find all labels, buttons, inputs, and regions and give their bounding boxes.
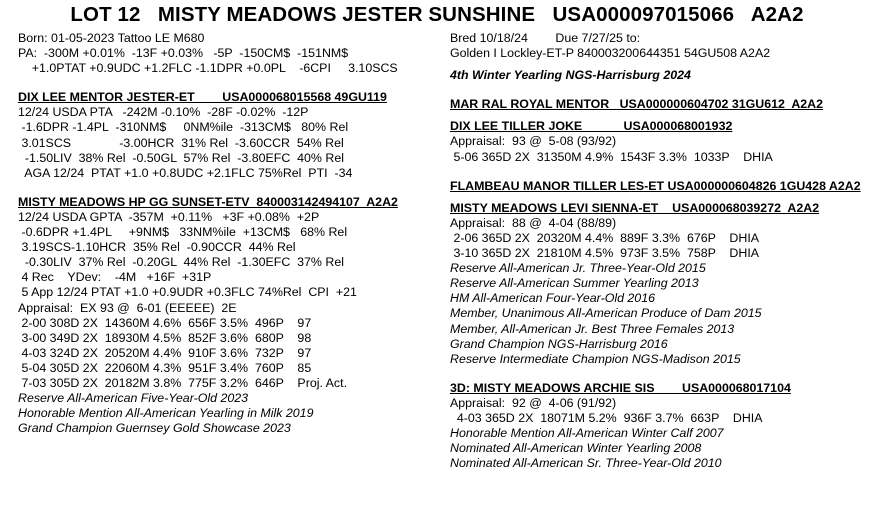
sire-line: -1.6DPR -1.4PL -310NM$ 0NM%ile -313CM$ 80% Rel xyxy=(18,120,349,135)
pa-line: PA: -300M +0.01% -13F +0.03% -5P -150CM$ -151NM$ xyxy=(18,46,349,61)
lot-title: LOT 12 MISTY MEADOWS JESTER SUNSHINE USA000097015066 A2A2 xyxy=(70,3,804,26)
right-column xyxy=(450,31,870,471)
dam-honor: Grand Champion Guernsey Gold Showcase 2023 xyxy=(18,421,291,436)
dam-line: -0.30LIV 37% Rel -0.20GL 44% Rel -1.30EFC 37% Rel xyxy=(18,255,344,270)
second-dam-honor: Member, All-American Jr. Best Three Females 2013 xyxy=(450,321,735,336)
birth-info: Born: 01-05-2023 Tattoo LE M680 xyxy=(18,31,205,45)
third-sire: FLAMBEAU MANOR TILLER LES-ET USA000000604826 1GU428 A2A2 xyxy=(450,178,861,193)
show-note: 4th Winter Yearling NGS-Harrisburg 2024 xyxy=(450,68,691,83)
pa-line-2: +1.0PTAT +0.9UDC +1.2FLC -1.1DPR +0.0PL -6CPI 3.10SCS xyxy=(18,61,398,76)
third-dam-line: Appraisal: 92 @ 4-06 (91/92) xyxy=(450,395,617,410)
dam-line: Appraisal: EX 93 @ 6-01 (EEEEE) 2E xyxy=(18,300,237,315)
dam-line: 5 App 12/24 PTAT +1.0 +0.9UDR +0.3FLC 74%Rel CPI +21 xyxy=(18,285,357,300)
dam-honor: Honorable Mention All-American Yearling in Milk 2019 xyxy=(18,406,314,421)
dam-record: 2-00 308D 2X 14360M 4.6% 656F 3.5% 496P 97 xyxy=(18,315,312,330)
dam-record: 7-03 305D 2X 20182M 3.8% 775F 3.2% 646P Proj. Act. xyxy=(18,375,348,390)
granddam-name: DIX LEE TILLER JOKE USA000068001932 xyxy=(450,119,733,134)
sire-line: -1.50LIV 38% Rel -0.50GL 57% Rel -3.80EFC 40% Rel xyxy=(18,150,344,165)
dam-line: -0.6DPR +1.4PL +9NM$ 33NM%ile +13CM$ 68% Rel xyxy=(18,225,348,240)
dam-line: 4 Rec YDev: -4M +16F +31P xyxy=(18,270,212,285)
second-dam-line: 3-10 365D 2X 21810M 4.5% 973F 3.5% 758P DHIA xyxy=(450,246,760,261)
sire-line: 12/24 USDA PTA -242M -0.10% -28F -0.02% -12P xyxy=(18,105,309,120)
second-dam-honor: Reserve Intermediate Champion NGS-Madison 2015 xyxy=(450,351,741,366)
bred-to: Golden I Lockley-ET-P 840003200644351 54GU508 A2A2 xyxy=(450,46,771,61)
dam-line: 3.19SCS-1.10HCR 35% Rel -0.90CCR 44% Rel xyxy=(18,240,296,255)
second-dam-honor: Reserve All-American Jr. Three-Year-Old 2015 xyxy=(450,261,706,276)
dam-record: 4-03 324D 2X 20520M 4.4% 910F 3.6% 732P 97 xyxy=(18,345,312,360)
dam-line: 12/24 USDA GPTA -357M +0.11% +3F +0.08% +2P xyxy=(18,209,320,224)
second-dam-honor: Reserve All-American Summer Yearling 2013 xyxy=(450,276,699,291)
dam-honor: Reserve All-American Five-Year-Old 2023 xyxy=(18,391,249,406)
third-dam-honor: Honorable Mention All-American Winter Calf 2007 xyxy=(450,426,724,441)
third-dam-honor: Nominated All-American Sr. Three-Year-Old 2010 xyxy=(450,456,722,471)
dam-record: 5-04 305D 2X 22060M 4.3% 951F 3.4% 760P 85 xyxy=(18,360,312,375)
sire-of-dam: MAR RAL ROYAL MENTOR USA000000604702 31GU612 A2A2 xyxy=(450,97,824,112)
second-dam-name: MISTY MEADOWS LEVI SIENNA-ET USA000068039272 A2A2 xyxy=(450,200,820,215)
second-dam-line: 2-06 365D 2X 20320M 4.4% 889F 3.3% 676P DHIA xyxy=(450,230,760,245)
third-dam-line: 4-03 365D 2X 18071M 5.2% 936F 3.7% 663P DHIA xyxy=(450,410,763,425)
granddam-line: Appraisal: 93 @ 5-08 (93/92) xyxy=(450,134,617,149)
second-dam-honor: Grand Champion NGS-Harrisburg 2016 xyxy=(450,336,668,351)
granddam-line: 5-06 365D 2X 31350M 4.9% 1543F 3.3% 1033P DHIA xyxy=(450,149,773,164)
sire-name: DIX LEE MENTOR JESTER-ET USA000068015568 49GU119 xyxy=(18,90,387,105)
dam-record: 3-00 349D 2X 18930M 4.5% 852F 3.6% 680P 98 xyxy=(18,330,312,345)
second-dam-honor: HM All-American Four-Year-Old 2016 xyxy=(450,291,655,306)
sire-line: AGA 12/24 PTAT +1.0 +0.8UDC +2.1FLC 75%Rel PTI -34 xyxy=(18,165,353,180)
dam-name: MISTY MEADOWS HP GG SUNSET-ETV 840003142494107 A2A2 xyxy=(18,194,398,209)
third-dam-name: 3D: MISTY MEADOWS ARCHIE SIS USA000068017104 xyxy=(450,380,791,395)
third-dam-honor: Nominated All-American Winter Yearling 2008 xyxy=(450,441,702,456)
second-dam-line: Appraisal: 88 @ 4-04 (88/89) xyxy=(450,215,617,230)
sire-line: 3.01SCS -3.00HCR 31% Rel -3.60CCR 54% Rel xyxy=(18,135,344,150)
left-column xyxy=(18,31,443,436)
second-dam-honor: Member, Unanimous All-American Produce of Dam 2015 xyxy=(450,306,762,321)
bred-info: Bred 10/18/24 Due 7/27/25 to: xyxy=(450,31,641,45)
